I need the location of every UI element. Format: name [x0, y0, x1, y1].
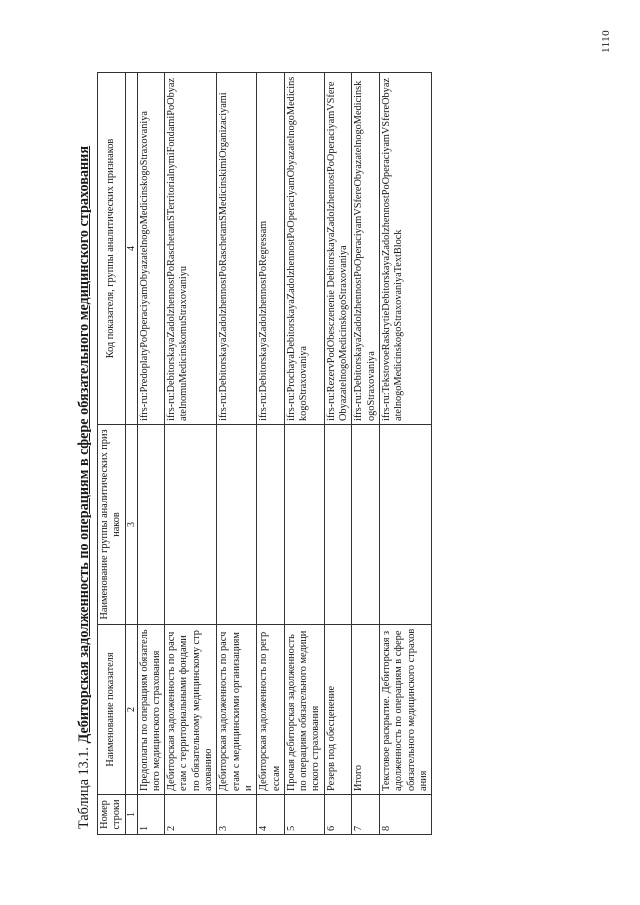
- indicator-name: Прочая дебиторская задолженность по операциям обязательного медицинского страхования: [284, 625, 324, 795]
- row-number: 3: [217, 795, 257, 835]
- header-row-number: Номер строки: [98, 795, 126, 835]
- row-number: 5: [284, 795, 324, 835]
- row-number: 2: [165, 795, 217, 835]
- indicator-code: ifrs-ru:DebitorskayaZadolzhennostPoOperaciyamVSfereObyazatelnogoMedicinskogoStraxovaniya: [352, 73, 380, 425]
- column-number: 4: [125, 73, 137, 425]
- row-number: 4: [257, 795, 285, 835]
- indicator-code: ifrs-ru:TekstovoeRaskrytieDebitorskayaZadolzhennostPoOperaciyamVSfereObyazatelnogoMedicinskogoStraxovaniyaTextBlock: [379, 73, 431, 425]
- table-row: [257, 73, 285, 835]
- table-row: [137, 73, 165, 835]
- table-caption: [76, 29, 93, 829]
- group-name: [165, 425, 217, 625]
- row-number: 6: [324, 795, 352, 835]
- header-row: [98, 73, 126, 835]
- indicator-name: Дебиторская задолженность по регрессам: [257, 625, 285, 795]
- group-name: [352, 425, 380, 625]
- column-number-row: [125, 73, 137, 835]
- table-row: [217, 73, 257, 835]
- indicator-code: ifrs-ru:ProchayaDebitorskayaZadolzhennostPoOperaciyamObyazatelnogoMedicinskogoStraxovaniya: [284, 73, 324, 425]
- column-number: 2: [125, 625, 137, 795]
- table-row: [352, 73, 380, 835]
- indicator-name: Резерв под обесценение: [324, 625, 352, 795]
- indicator-code: ifrs-ru:DebitorskayaZadolzhennostPoRegressam: [257, 73, 285, 425]
- group-name: [137, 425, 165, 625]
- indicator-code: ifrs-ru:DebitorskayaZadolzhennostPoRaschetamSMedicinskimiOrganizaciyami: [217, 73, 257, 425]
- group-name: [257, 425, 285, 625]
- indicator-name: Предоплаты по операциям обязательного медицинского страхования: [137, 625, 165, 795]
- table-row: [379, 73, 431, 835]
- column-number: 3: [125, 425, 137, 625]
- indicator-name: Текстовое раскрытие. Дебиторская задолженность по операциям в сфере обязательного медицинского страхования: [379, 625, 431, 795]
- header-indicator-name: Наименование показателя: [98, 625, 126, 795]
- caption-title: Дебиторская задолженность по операциям в сфере обязательного медицинского страхования: [76, 145, 92, 744]
- row-number: 7: [352, 795, 380, 835]
- table-row: [284, 73, 324, 835]
- indicator-code: ifrs-ru:DebitorskayaZadolzhennostPoRaschetamSTerritorialnymiFondamiPoObyazatelnomuMedicinskomuStraxovaniyu: [165, 73, 217, 425]
- column-number: 1: [125, 795, 137, 835]
- row-number: 8: [379, 795, 431, 835]
- data-table: [97, 72, 432, 835]
- indicator-name: Итого: [352, 625, 380, 795]
- group-name: [284, 425, 324, 625]
- page-number: 1110: [600, 29, 612, 53]
- group-name: [324, 425, 352, 625]
- group-name: [217, 425, 257, 625]
- row-number: 1: [137, 795, 165, 835]
- table-row: [324, 73, 352, 835]
- caption-prefix: Таблица 13.1.: [76, 743, 92, 829]
- header-group-name: Наименование группы аналитических признаков: [98, 425, 126, 625]
- indicator-code: ifrs-ru:RezervPodObesczenenie DebitorskayaZadolzhennostPoOperaciyamVSfereObyazatelnogoMedicinskogoStraxovaniya: [324, 73, 352, 425]
- header-code: Код показателя, группы аналитических признаков: [98, 73, 126, 425]
- table-row: [165, 73, 217, 835]
- indicator-name: Дебиторская задолженность по расчетам с территориальными фондами по обязательному медицинскому страхованию: [165, 625, 217, 795]
- indicator-name: Дебиторская задолженность по расчетам с медицинскими организациями: [217, 625, 257, 795]
- indicator-code: ifrs-ru:PredoplatyPoOperaciyamObyazatelnogoMedicinskogoStraxovaniya: [137, 73, 165, 425]
- group-name: [379, 425, 431, 625]
